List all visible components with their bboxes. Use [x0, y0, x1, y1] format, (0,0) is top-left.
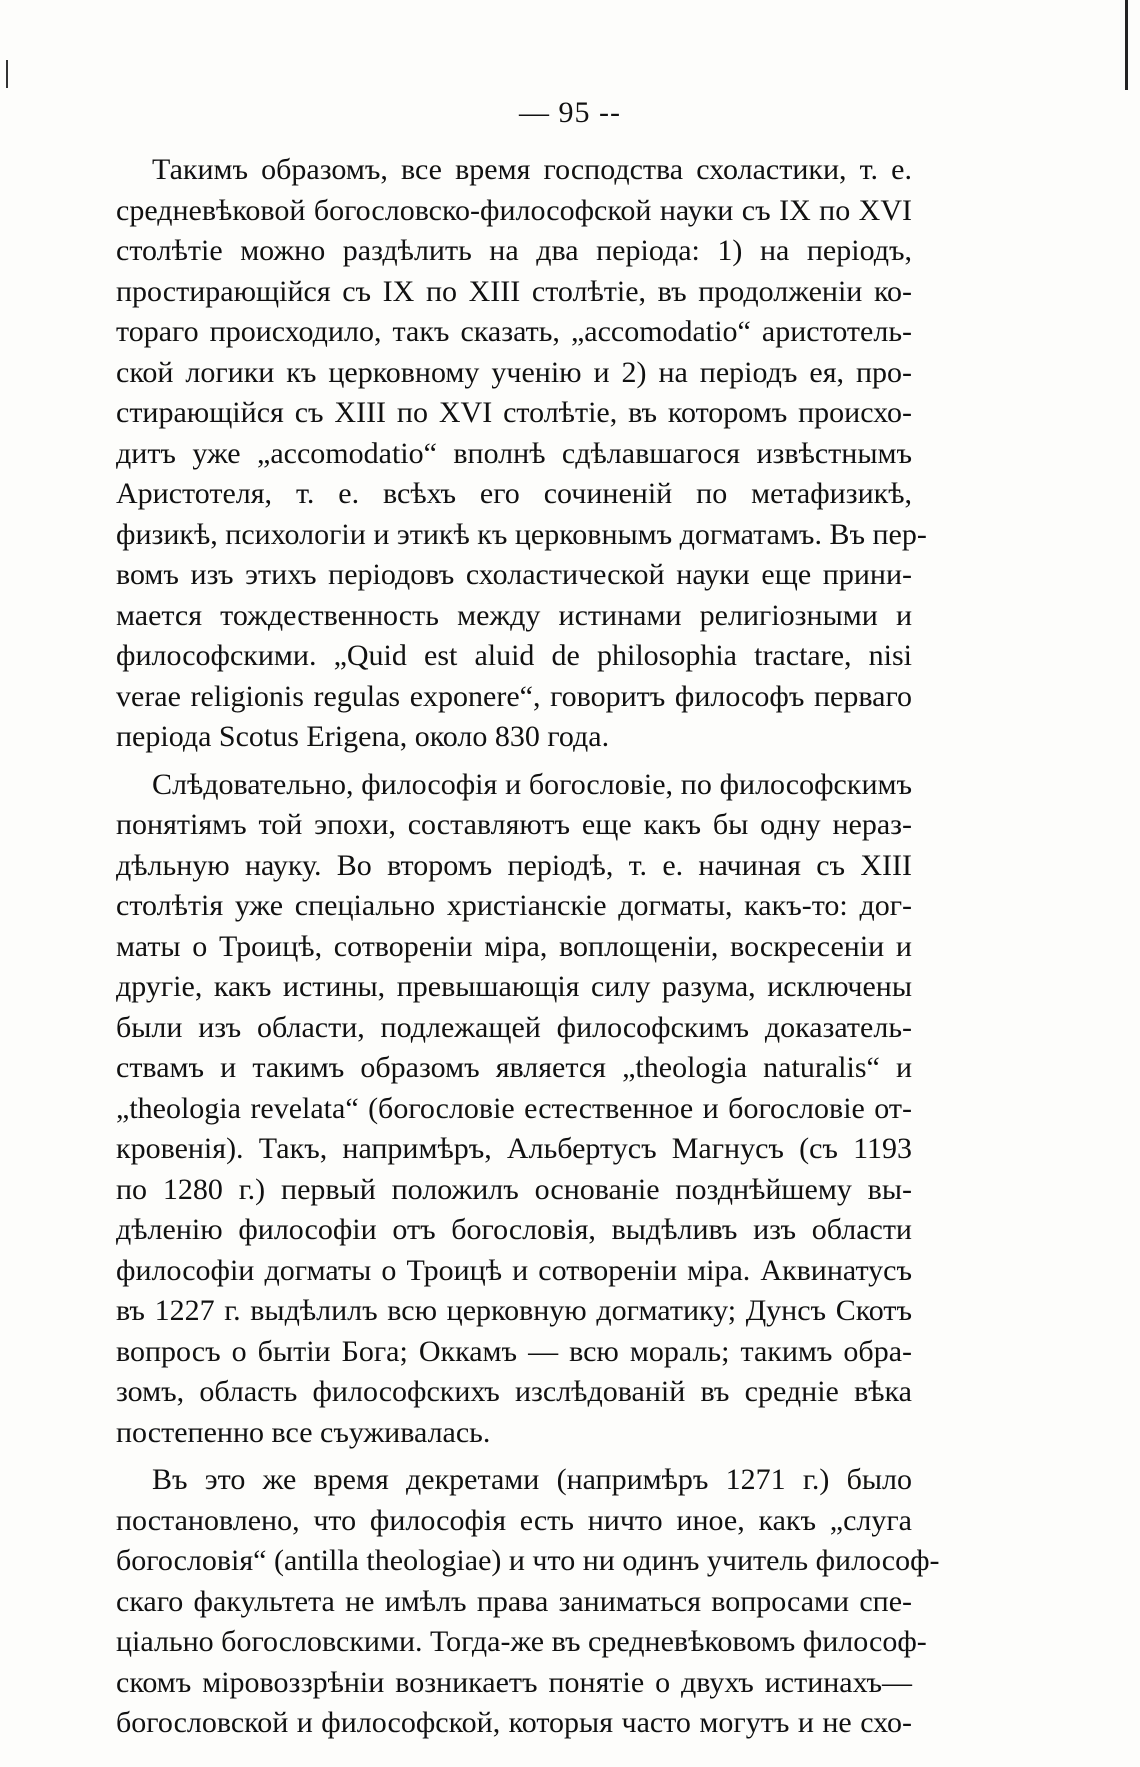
text-line: кровенія). Такъ, напримѣръ, Альбертусъ Магнусъ (съ 1193: [116, 1132, 912, 1165]
text-line: философіи догматы о Троицѣ и сотвореніи міра. Аквинатусъ: [116, 1253, 912, 1287]
paragraph-1: [116, 150, 927, 758]
scan-edge-line: [1125, 0, 1128, 90]
text-line: философскими. „Quid est aluid de philosophia tractare, nisi: [116, 639, 912, 672]
text-line: простирающійся съ IX по XIII столѣтіе, въ продолженіи ко-: [116, 274, 912, 308]
text-line: богословія“ (antilla theologiae) и что ни одинъ учитель философ-: [116, 1544, 940, 1577]
text-line: Такимъ образомъ, все время господства схоластики, т. е.: [152, 153, 912, 186]
text-line: столѣтіе можно раздѣлить на два періода: 1) на періодъ,: [116, 234, 912, 267]
text-line: дѣленію философіи отъ богословія, выдѣливъ изъ области: [116, 1213, 912, 1246]
text-line: дѣльную науку. Во второмъ періодѣ, т. е. начиная съ XIII: [116, 848, 912, 882]
text-line: скомъ міровоззрѣніи возникаетъ понятіе о двухъ истинахъ—: [116, 1665, 912, 1699]
text-line: скаго факультета не имѣлъ права заниматься вопросами спе-: [116, 1584, 912, 1618]
paragraph-2: [116, 765, 912, 1454]
text-line: тораго происходило, такъ сказать, „accomodatio“ аристотель-: [116, 315, 912, 348]
text-line: Въ это же время декретами (напримѣръ 1271 г.) было: [152, 1463, 912, 1496]
text-line: ціально богословскими. Тогда-же въ средневѣковомъ философ-: [116, 1625, 927, 1658]
text-line: были изъ области, подлежащей философскимъ доказатель-: [116, 1010, 912, 1044]
text-line: маты о Троицѣ, сотвореніи міра, воплощеніи, воскресеніи и: [116, 929, 912, 963]
text-line: другіе, какъ истины, превышающія силу разума, исключены: [116, 970, 912, 1003]
text-line: вомъ изъ этихъ періодовъ схоластической науки еще прини-: [116, 558, 912, 591]
text-line: средневѣковой богословско-философской науки съ IX по XVI: [116, 193, 912, 227]
text-line: ствамъ и такимъ образомъ является „theologia naturalis“ и: [116, 1051, 912, 1084]
paragraph-3: [116, 1460, 940, 1744]
text-line: „theologia revelata“ (богословіе естественное и богословіе от-: [116, 1091, 912, 1125]
text-line: verae religionis regulas exponere“, говоритъ философъ перваго: [116, 679, 912, 713]
text-line: зомъ, область философскихъ изслѣдованій въ средніе вѣка: [116, 1375, 912, 1408]
text-line: періода Scotus Erigena, около 830 года.: [116, 720, 610, 753]
text-line: богословской и философской, которыя часто могутъ и не схо-: [116, 1706, 912, 1739]
text-line: столѣтія уже спеціально христіанскіе догматы, какъ-то: дог-: [116, 889, 912, 922]
text-line: постепенно все съуживалась.: [116, 1415, 491, 1449]
text-line: ской логики къ церковному ученію и 2) на періодъ ея, про-: [116, 355, 912, 389]
text-line: физикѣ, психологіи и этикѣ къ церковнымъ догматамъ. Въ пер-: [116, 517, 927, 551]
text-line: Слѣдовательно, философія и богословіе, по философскимъ: [152, 767, 912, 801]
text-line: мается тождественность между истинами религіозными и: [116, 598, 912, 632]
page-number: — 95 --: [519, 96, 621, 129]
scan-mark: [6, 60, 8, 88]
text-line: дитъ уже „accomodatio“ вполнѣ сдѣлавшагося извѣстнымъ: [116, 436, 912, 470]
body-text: [116, 150, 940, 1744]
text-line: постановлено, что философія есть ничто иное, какъ „слуга: [116, 1503, 912, 1537]
text-line: по 1280 г.) первый положилъ основаніе позднѣйшему вы-: [116, 1172, 912, 1206]
text-line: вопросъ о бытіи Бога; Оккамъ — всю мораль; такимъ обра-: [116, 1334, 912, 1368]
text-line: понятіямъ той эпохи, составляютъ еще какъ бы одну нераз-: [116, 808, 912, 841]
text-line: въ 1227 г. выдѣлилъ всю церковную догматику; Дунсъ Скотъ: [116, 1294, 912, 1327]
text-line: Аристотеля, т. е. всѣхъ его сочиненій по метафизикѣ,: [116, 477, 912, 510]
text-line: стирающійся съ XIII по XVI столѣтіе, въ которомъ происхо-: [116, 396, 912, 429]
